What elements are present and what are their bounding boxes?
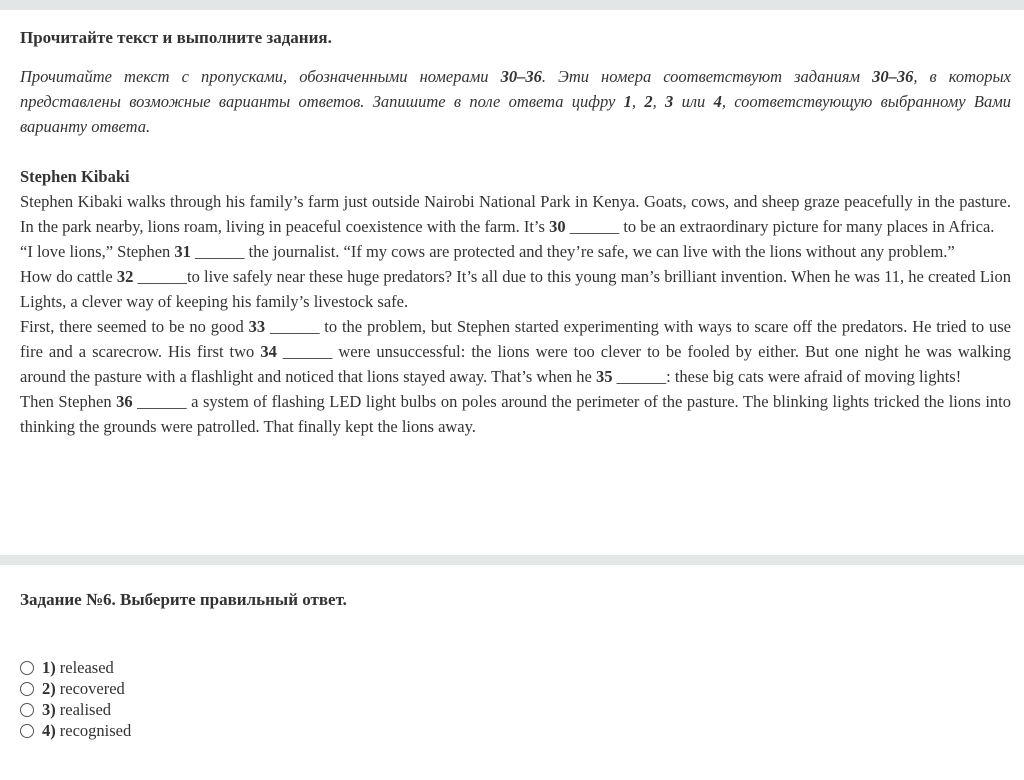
option-number: 3) [42,699,56,719]
section-divider [0,555,1024,565]
article-paragraph-4: First, there seemed to be no good 33 ______ to the problem, but Stephen started experimenting with ways to scare off the predators. He tried to use fire and a scarecrow. His first two 34 ______ were unsuccessful: the lions were too clever to be fooled by either. But one night he was walking around the pasture with a flashlight and noticed that lions stayed away. That’s when he 35 ______: these big cats were afraid of moving lights! [20,317,1012,386]
article-title: Stephen Kibaki [20,167,130,186]
answer-options [20,657,1011,741]
article-paragraph-2: “I love lions,” Stephen 31 ______ the journalist. “If my cows are protected and they’re safe, we can live with the lions without any problem.” [20,242,955,261]
option-label: recognised [59,720,132,740]
reading-passage-panel [0,10,1024,538]
radio-button[interactable] [20,682,34,696]
answer-option-3[interactable] [20,699,1011,720]
option-number: 1) [42,657,56,677]
gap-number-30: 30 [549,217,566,236]
article-paragraph-3: How do cattle 32 ______to live safely near these huge predators? It’s all due to this young man’s brilliant invention. When he was 11, he created Lion Lights, a clever way of keeping his family’s livestock safe. [20,267,1011,311]
radio-button[interactable] [20,703,34,717]
answer-option-2[interactable] [20,678,1011,699]
instructions-heading: Прочитайте текст и выполните задания. [20,28,332,47]
answer-option-1[interactable] [20,657,1011,678]
gap-number-35: 35 [595,367,613,386]
option-label: released [59,657,114,677]
gap-number-31: 31 [174,242,191,261]
option-number: 4) [42,720,56,740]
option-label: realised [59,699,112,719]
task-title: Задание №6. Выберите правильный ответ. [20,590,347,609]
gap-number-36: 36 [116,392,133,411]
article-paragraph-1: Stephen Kibaki walks through his family’s farm just outside Nairobi National Park in Kenya. Goats, cows, and sheep graze peacefully in the pasture. In the park nearby, lions roam, living in peaceful coexistence with the farm. It’s 30 ______ to be an extraordinary picture for many places in Africa. [20,192,1011,236]
instructions-text: Прочитайте текст с пропусками, обозначенными номерами 30–36. Эти номера соответствуют заданиям 30–36, в которых представлены возможные варианты ответов. Запишите в поле ответа цифру 1, 2, 3 или 4, соответствующую выбранному Вами варианту ответа. [20,67,1012,136]
gap-number-32: 32 [116,267,134,286]
answer-option-4[interactable] [20,720,1011,741]
gap-number-34: 34 [260,342,277,361]
gap-number-33: 33 [248,317,266,336]
radio-button[interactable] [20,661,34,675]
task-panel [0,565,1024,741]
radio-button[interactable] [20,724,34,738]
option-label: recovered [59,678,125,698]
top-divider [0,0,1024,10]
option-number: 2) [42,678,56,698]
article-paragraph-5: Then Stephen 36 ______ a system of flashing LED light bulbs on poles around the perimeter of the pasture. The blinking lights tricked the lions into thinking the grounds were patrolled. That finally kept the lions away. [20,392,1011,436]
